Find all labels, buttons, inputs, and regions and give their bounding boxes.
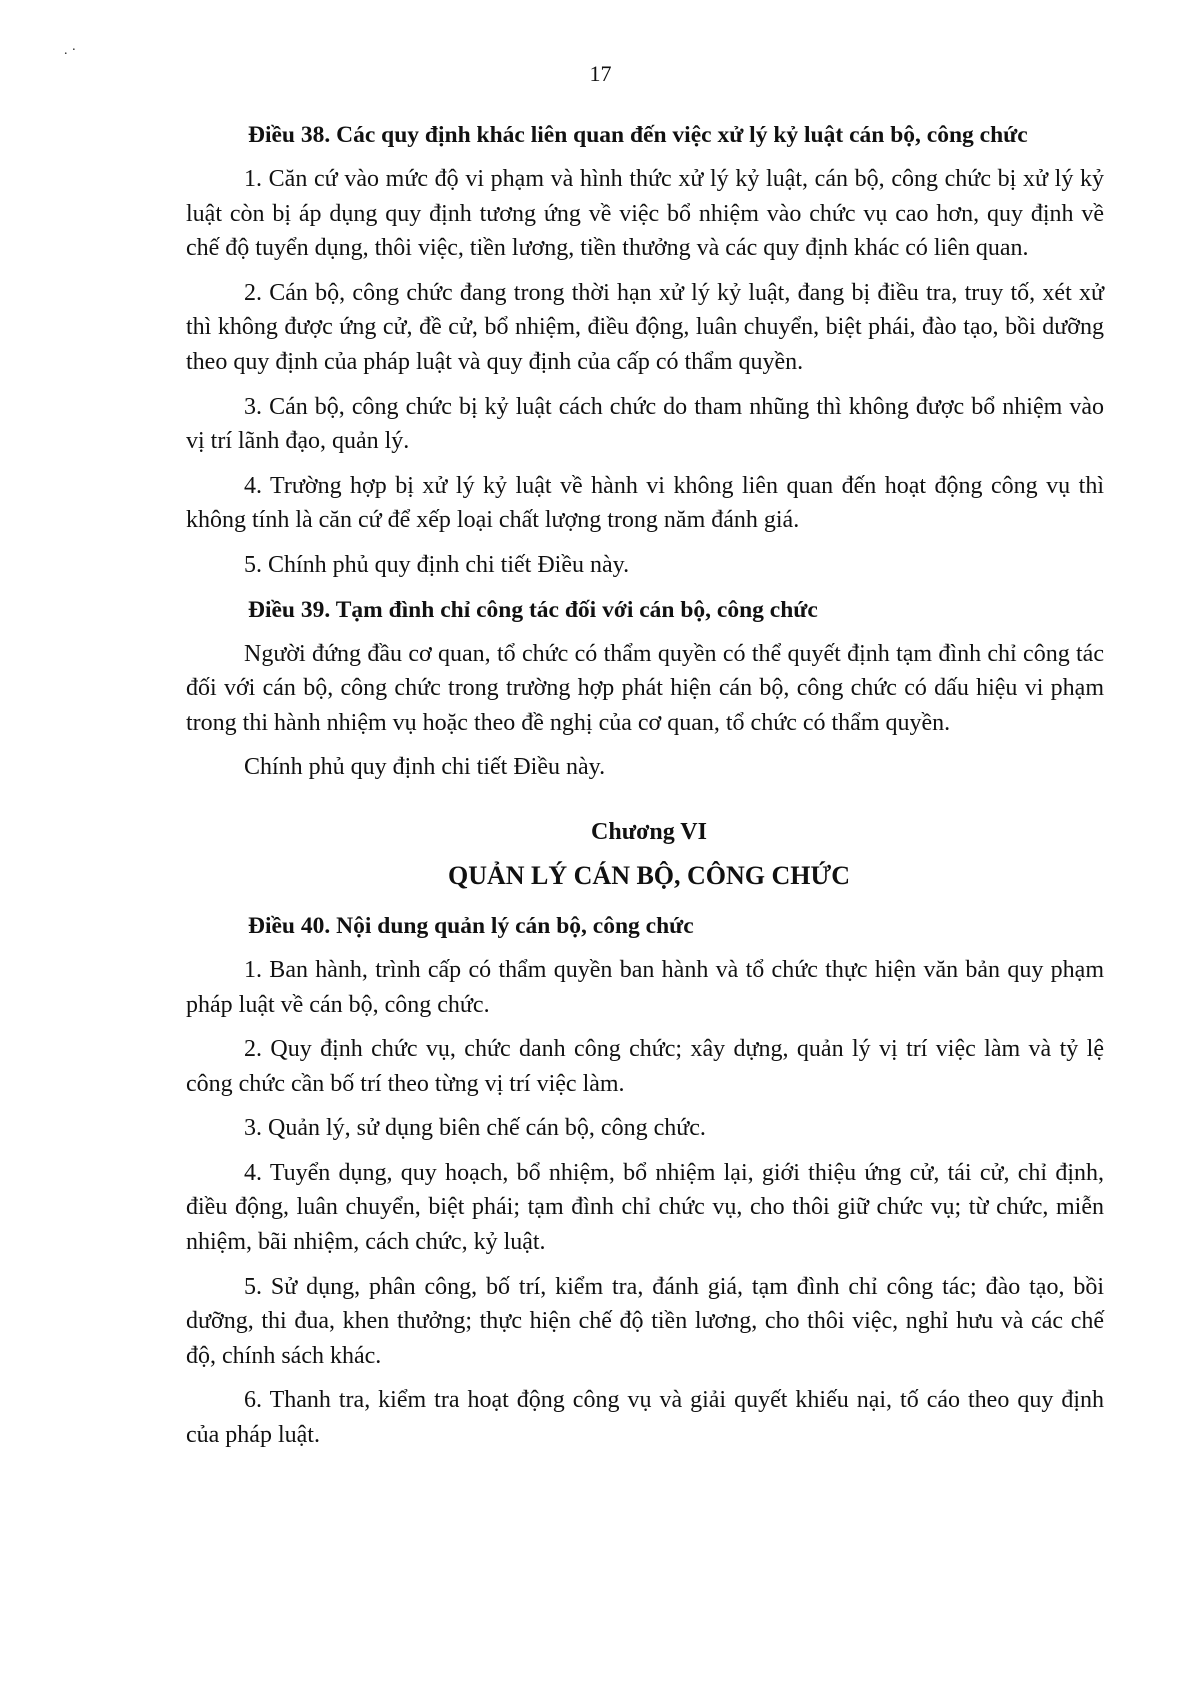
article-40-paragraph-5: 5. Sử dụng, phân công, bố trí, kiểm tra, đánh giá, tạm đình chỉ công tác; đào tạo, bồi dưỡng, thi đua, khen thưởng; thực hiện chế độ tiền lương, cho thôi việc, nghỉ hưu và các chế độ, chính sách khác. bbox=[186, 1273, 1104, 1369]
chapter-header bbox=[186, 815, 1104, 893]
article-40-heading: Điều 40. Nội dung quản lý cán bộ, công chức bbox=[248, 912, 694, 939]
article-38-paragraph-2: 2. Cán bộ, công chức đang trong thời hạn xử lý kỷ luật, đang bị điều tra, truy tố, xét xử thì không được ứng cử, đề cử, bổ nhiệm, điều động, luân chuyển, biệt phái, đào tạo, bồi dưỡng theo quy định của pháp luật và quy định của cấp có thẩm quyền. bbox=[186, 279, 1104, 375]
chapter-label: Chương VI bbox=[591, 818, 707, 845]
document-body bbox=[186, 118, 1104, 1463]
article-38-heading: Điều 38. Các quy định khác liên quan đến việc xử lý kỷ luật cán bộ, công chức bbox=[248, 122, 1028, 148]
article-39-heading: Điều 39. Tạm đình chỉ công tác đối với cán bộ, công chức bbox=[248, 596, 818, 623]
scan-artifact-dots: .· bbox=[64, 43, 81, 58]
article-40 bbox=[186, 909, 1104, 1453]
page-number: 17 bbox=[589, 61, 612, 86]
article-40-paragraph-6: 6. Thanh tra, kiểm tra hoạt động công vụ và giải quyết khiếu nại, tố cáo theo quy định của pháp luật. bbox=[186, 1387, 1104, 1449]
chapter-title: QUẢN LÝ CÁN BỘ, CÔNG CHỨC bbox=[447, 860, 851, 890]
article-40-paragraph-3: 3. Quản lý, sử dụng biên chế cán bộ, công chức. bbox=[244, 1115, 706, 1142]
article-39-paragraph-2: Chính phủ quy định chi tiết Điều này. bbox=[244, 754, 606, 781]
article-38-paragraph-4: 4. Trường hợp bị xử lý kỷ luật về hành vi không liên quan đến hoạt động công vụ thì không tính là căn cứ để xếp loại chất lượng trong năm đánh giá. bbox=[186, 472, 1104, 534]
article-38 bbox=[186, 118, 1104, 583]
article-40-paragraph-2: 2. Quy định chức vụ, chức danh công chức; xây dựng, quản lý vị trí việc làm và tỷ lệ công chức cần bố trí theo từng vị trí việc làm. bbox=[186, 1036, 1104, 1097]
article-38-paragraph-3: 3. Cán bộ, công chức bị kỷ luật cách chức do tham nhũng thì không được bổ nhiệm vào vị trí lãnh đạo, quản lý. bbox=[186, 393, 1104, 455]
article-39 bbox=[186, 593, 1104, 785]
article-40-paragraph-1: 1. Ban hành, trình cấp có thẩm quyền ban hành và tổ chức thực hiện văn bản quy phạm pháp luật về cán bộ, công chức. bbox=[186, 956, 1104, 1018]
article-39-paragraph-1: Người đứng đầu cơ quan, tổ chức có thẩm quyền có thể quyết định tạm đình chỉ công tác đối với cán bộ, công chức trong trường hợp phát hiện cán bộ, công chức có dấu hiệu vi phạm trong thi hành nhiệm vụ hoặc theo đề nghị của cơ quan, tổ chức có thẩm quyền. bbox=[186, 640, 1104, 736]
article-38-paragraph-1: 1. Căn cứ vào mức độ vi phạm và hình thức xử lý kỷ luật, cán bộ, công chức bị xử lý kỷ luật còn bị áp dụng quy định tương ứng về việc bổ nhiệm vào chức vụ cao hơn, quy định về chế độ tuyển dụng, thôi việc, tiền lương, tiền thưởng và các quy định khác có liên quan. bbox=[186, 166, 1104, 262]
article-38-paragraph-5: 5. Chính phủ quy định chi tiết Điều này. bbox=[244, 551, 630, 578]
article-40-paragraph-4: 4. Tuyển dụng, quy hoạch, bổ nhiệm, bổ nhiệm lại, giới thiệu ứng cử, tái cử, chỉ định, điều động, luân chuyển, biệt phái; tạm đình chỉ chức vụ, cho thôi giữ chức vụ; từ chức, miễn nhiệm, bãi nhiệm, cách chức, kỷ luật. bbox=[186, 1159, 1104, 1256]
